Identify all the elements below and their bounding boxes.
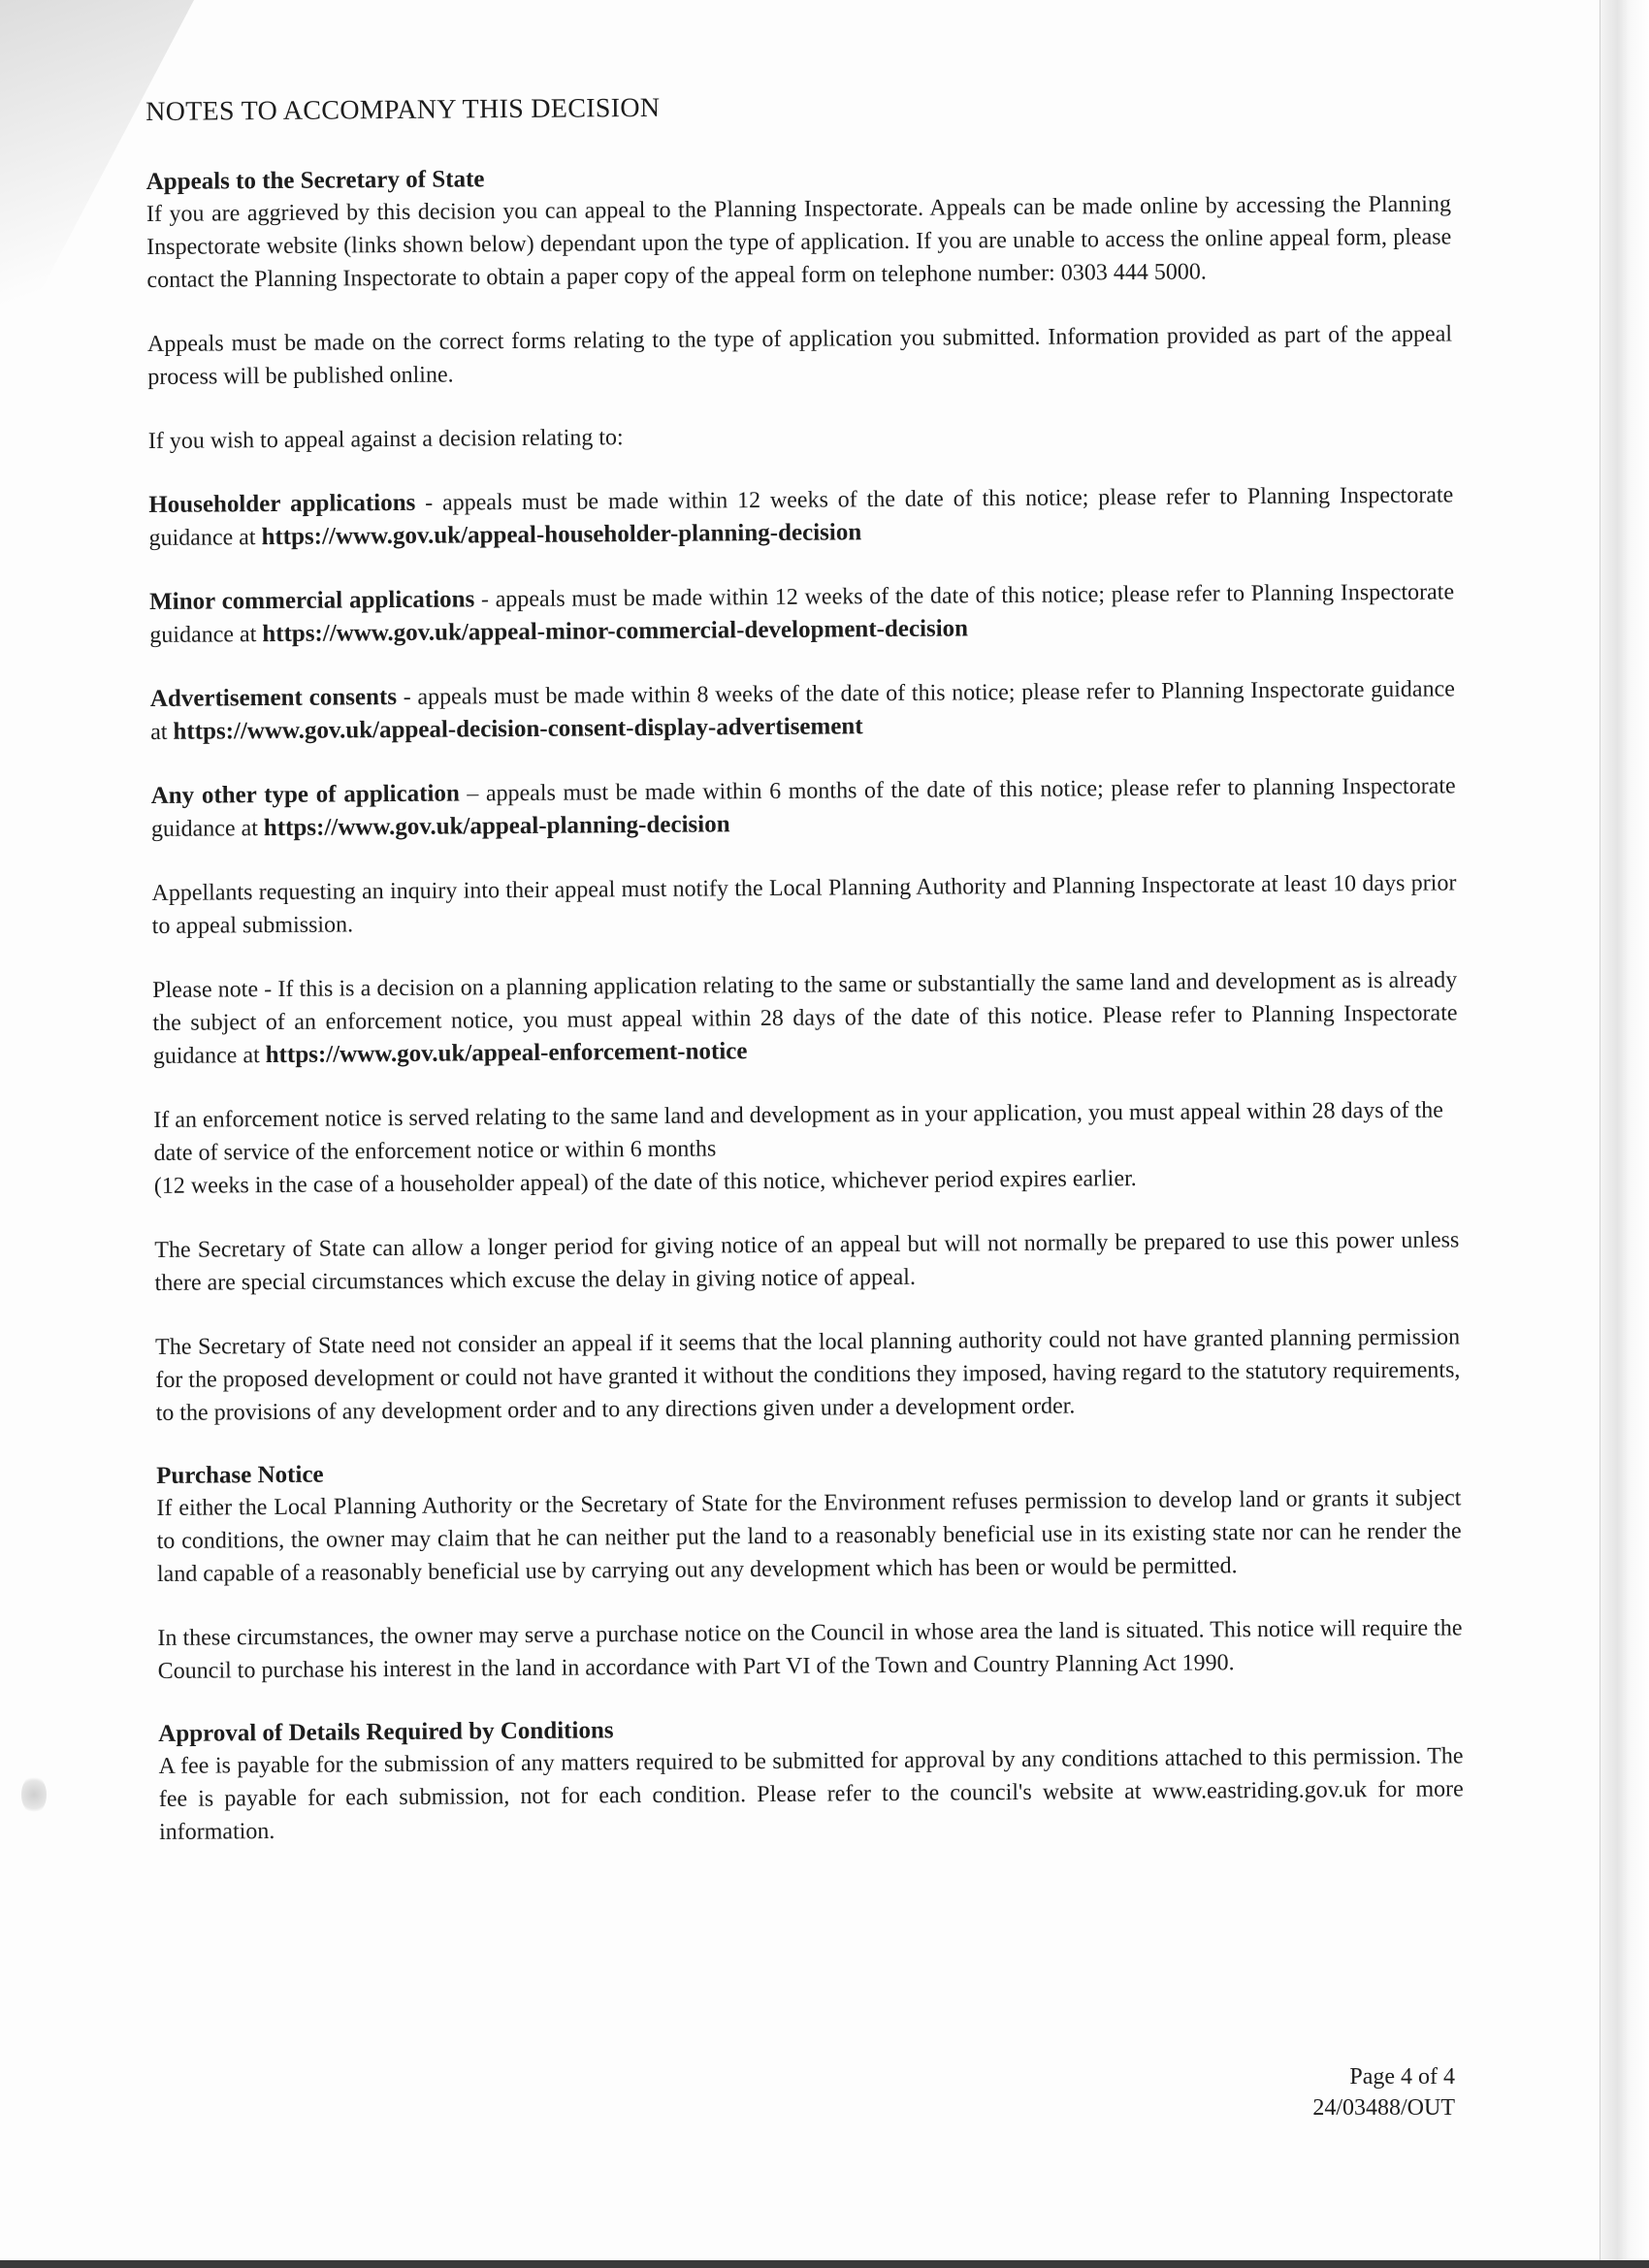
appeal-type-minor-commercial bbox=[149, 575, 1454, 652]
enforcement-served-line-2: (12 weeks in the case of a householder appeal) of the date of this notice, whichever period expires earlier. bbox=[153, 1166, 1137, 1199]
page-number: Page 4 of 4 bbox=[1349, 2064, 1455, 2090]
enforcement-note-text: Please note - If this is a decision on a planning application relating to the same or substantially the same land and development as is already the subject of an enforcement notice, you must appeal within 28 days of the date of this notice. Please refer to Planning Inspectorate guidance at bbox=[152, 967, 1458, 1069]
purchase-notice-paragraph-2: In these circumstances, the owner may serve a purchase notice on the Council in whose area the land is situated. This notice will require the Council to purchase his interest in the land in accordance with Part VI of the Town and Country Planning Act 1990. bbox=[157, 1615, 1463, 1684]
application-reference: 24/03488/OUT bbox=[1312, 2095, 1455, 2121]
appeal-type-householder bbox=[148, 478, 1453, 555]
approval-paragraph: A fee is payable for the submission of any matters required to be submitted for approval by any conditions attached to this permission. The fee is payable for each submission, not for each condition. Please refer to the council's website at www.eastriding.gov.uk for more information. bbox=[158, 1743, 1464, 1845]
document-body bbox=[146, 86, 1464, 1880]
appeal-type-term: Householder applications bbox=[148, 489, 416, 518]
appeal-type-text: appeals must be made within 8 weeks of the date of this notice; please refer to Planning Inspectorate guidance at bbox=[150, 676, 1455, 745]
appeals-heading: Appeals to the Secretary of State bbox=[146, 166, 485, 195]
enforcement-served-paragraph bbox=[153, 1093, 1459, 1203]
appeal-type-text: appeals must be made within 12 weeks of the date of this notice; please refer to Planning Inspectorate guidance at bbox=[148, 482, 1454, 551]
approval-section bbox=[158, 1708, 1464, 1849]
appeal-guidance-link: https://www.gov.uk/appeal-planning-decision bbox=[263, 811, 730, 842]
enforcement-guidance-link: https://www.gov.uk/appeal-enforcement-notice bbox=[265, 1038, 748, 1069]
inquiry-paragraph: Appellants requesting an inquiry into their appeal must notify the Local Planning Authority and Planning Inspectorate at least 10 days prior to appeal submission. bbox=[151, 870, 1457, 939]
approval-heading: Approval of Details Required by Conditions bbox=[158, 1717, 614, 1747]
purchase-notice-paragraph-1: If either the Local Planning Authority or the Secretary of State for the Environment refuses permission to develop land or grants it subject to conditions, the owner may claim that he can neither put the land to a reasonably beneficial use in its existing state nor can he render the land capable of a reasonably beneficial use by carrying out any development which has been or would be permitted. bbox=[156, 1485, 1462, 1587]
scan-bottom-edge bbox=[0, 2260, 1649, 2268]
scan-speck bbox=[21, 1775, 47, 1814]
longer-period-paragraph: The Secretary of State can allow a longer period for giving notice of an appeal but will not normally be prepared to use this power unless there are special circumstances which excuse the delay in giving notice of appeal. bbox=[154, 1227, 1460, 1296]
appeal-type-separator: - bbox=[415, 490, 443, 516]
appeal-type-separator: - bbox=[474, 587, 496, 613]
page-edge-shadow bbox=[1600, 0, 1649, 2268]
appeal-type-term: Minor commercial applications bbox=[148, 586, 475, 615]
purchase-notice-section bbox=[156, 1450, 1463, 1688]
document-title: NOTES TO ACCOMPANY THIS DECISION bbox=[146, 92, 661, 127]
enforcement-note-paragraph bbox=[152, 963, 1458, 1073]
enforcement-served-line-1: If an enforcement notice is served relating to the same land and development as in your application, you must appeal within 28 days of the date of service of the enforcement notice or within 6 months bbox=[153, 1097, 1443, 1166]
appeals-forms-paragraph: Appeals must be made on the correct forms relating to the type of application you submitted. Information provided as part of the appeal process will be published online. bbox=[146, 321, 1453, 390]
appeal-type-other bbox=[151, 769, 1456, 846]
need-not-consider-paragraph: The Secretary of State need not consider an appeal if it seems that the local planning authority could not have granted planning permission for the proposed development or could not have granted it without the conditions they imposed, having regard to the statutory requirements, to the provisions of any development order and to any directions given under a development order. bbox=[155, 1324, 1461, 1426]
purchase-notice-heading: Purchase Notice bbox=[156, 1461, 324, 1489]
appeal-type-advertisement bbox=[150, 672, 1455, 749]
page-footer bbox=[1312, 2061, 1455, 2123]
appeal-type-term: Any other type of application bbox=[150, 780, 460, 809]
appeal-type-text: appeals must be made within 6 months of the date of this notice; please refer to planning Inspectorate guidance at bbox=[150, 773, 1456, 842]
appeal-guidance-link: https://www.gov.uk/appeal-householder-planning-decision bbox=[261, 519, 862, 551]
appeals-intro: If you are aggrieved by this decision you can appeal to the Planning Inspectorate. Appeals can be made online by accessing the Planning Inspectorate website (links shown below) dependant upon the type of application. If you are unable to access the online appeal form, please contact the Planning Inspectorate to obtain a paper copy of the appeal form on telephone number: 0303 444 5000. bbox=[146, 191, 1452, 293]
appeal-type-separator: – bbox=[459, 781, 487, 807]
appeal-guidance-link: https://www.gov.uk/appeal-minor-commercial-development-decision bbox=[262, 615, 969, 648]
appeals-lead-in: If you wish to appeal against a decision relating to: bbox=[147, 425, 624, 454]
appeal-guidance-link: https://www.gov.uk/appeal-decision-consent-display-advertisement bbox=[173, 713, 863, 745]
appeal-type-text: appeals must be made within 12 weeks of the date of this notice; please refer to Planning Inspectorate guidance at bbox=[149, 579, 1455, 648]
appeal-type-separator: - bbox=[396, 684, 418, 710]
appeals-section bbox=[146, 156, 1461, 1430]
appeal-type-term: Advertisement consents bbox=[149, 683, 398, 712]
